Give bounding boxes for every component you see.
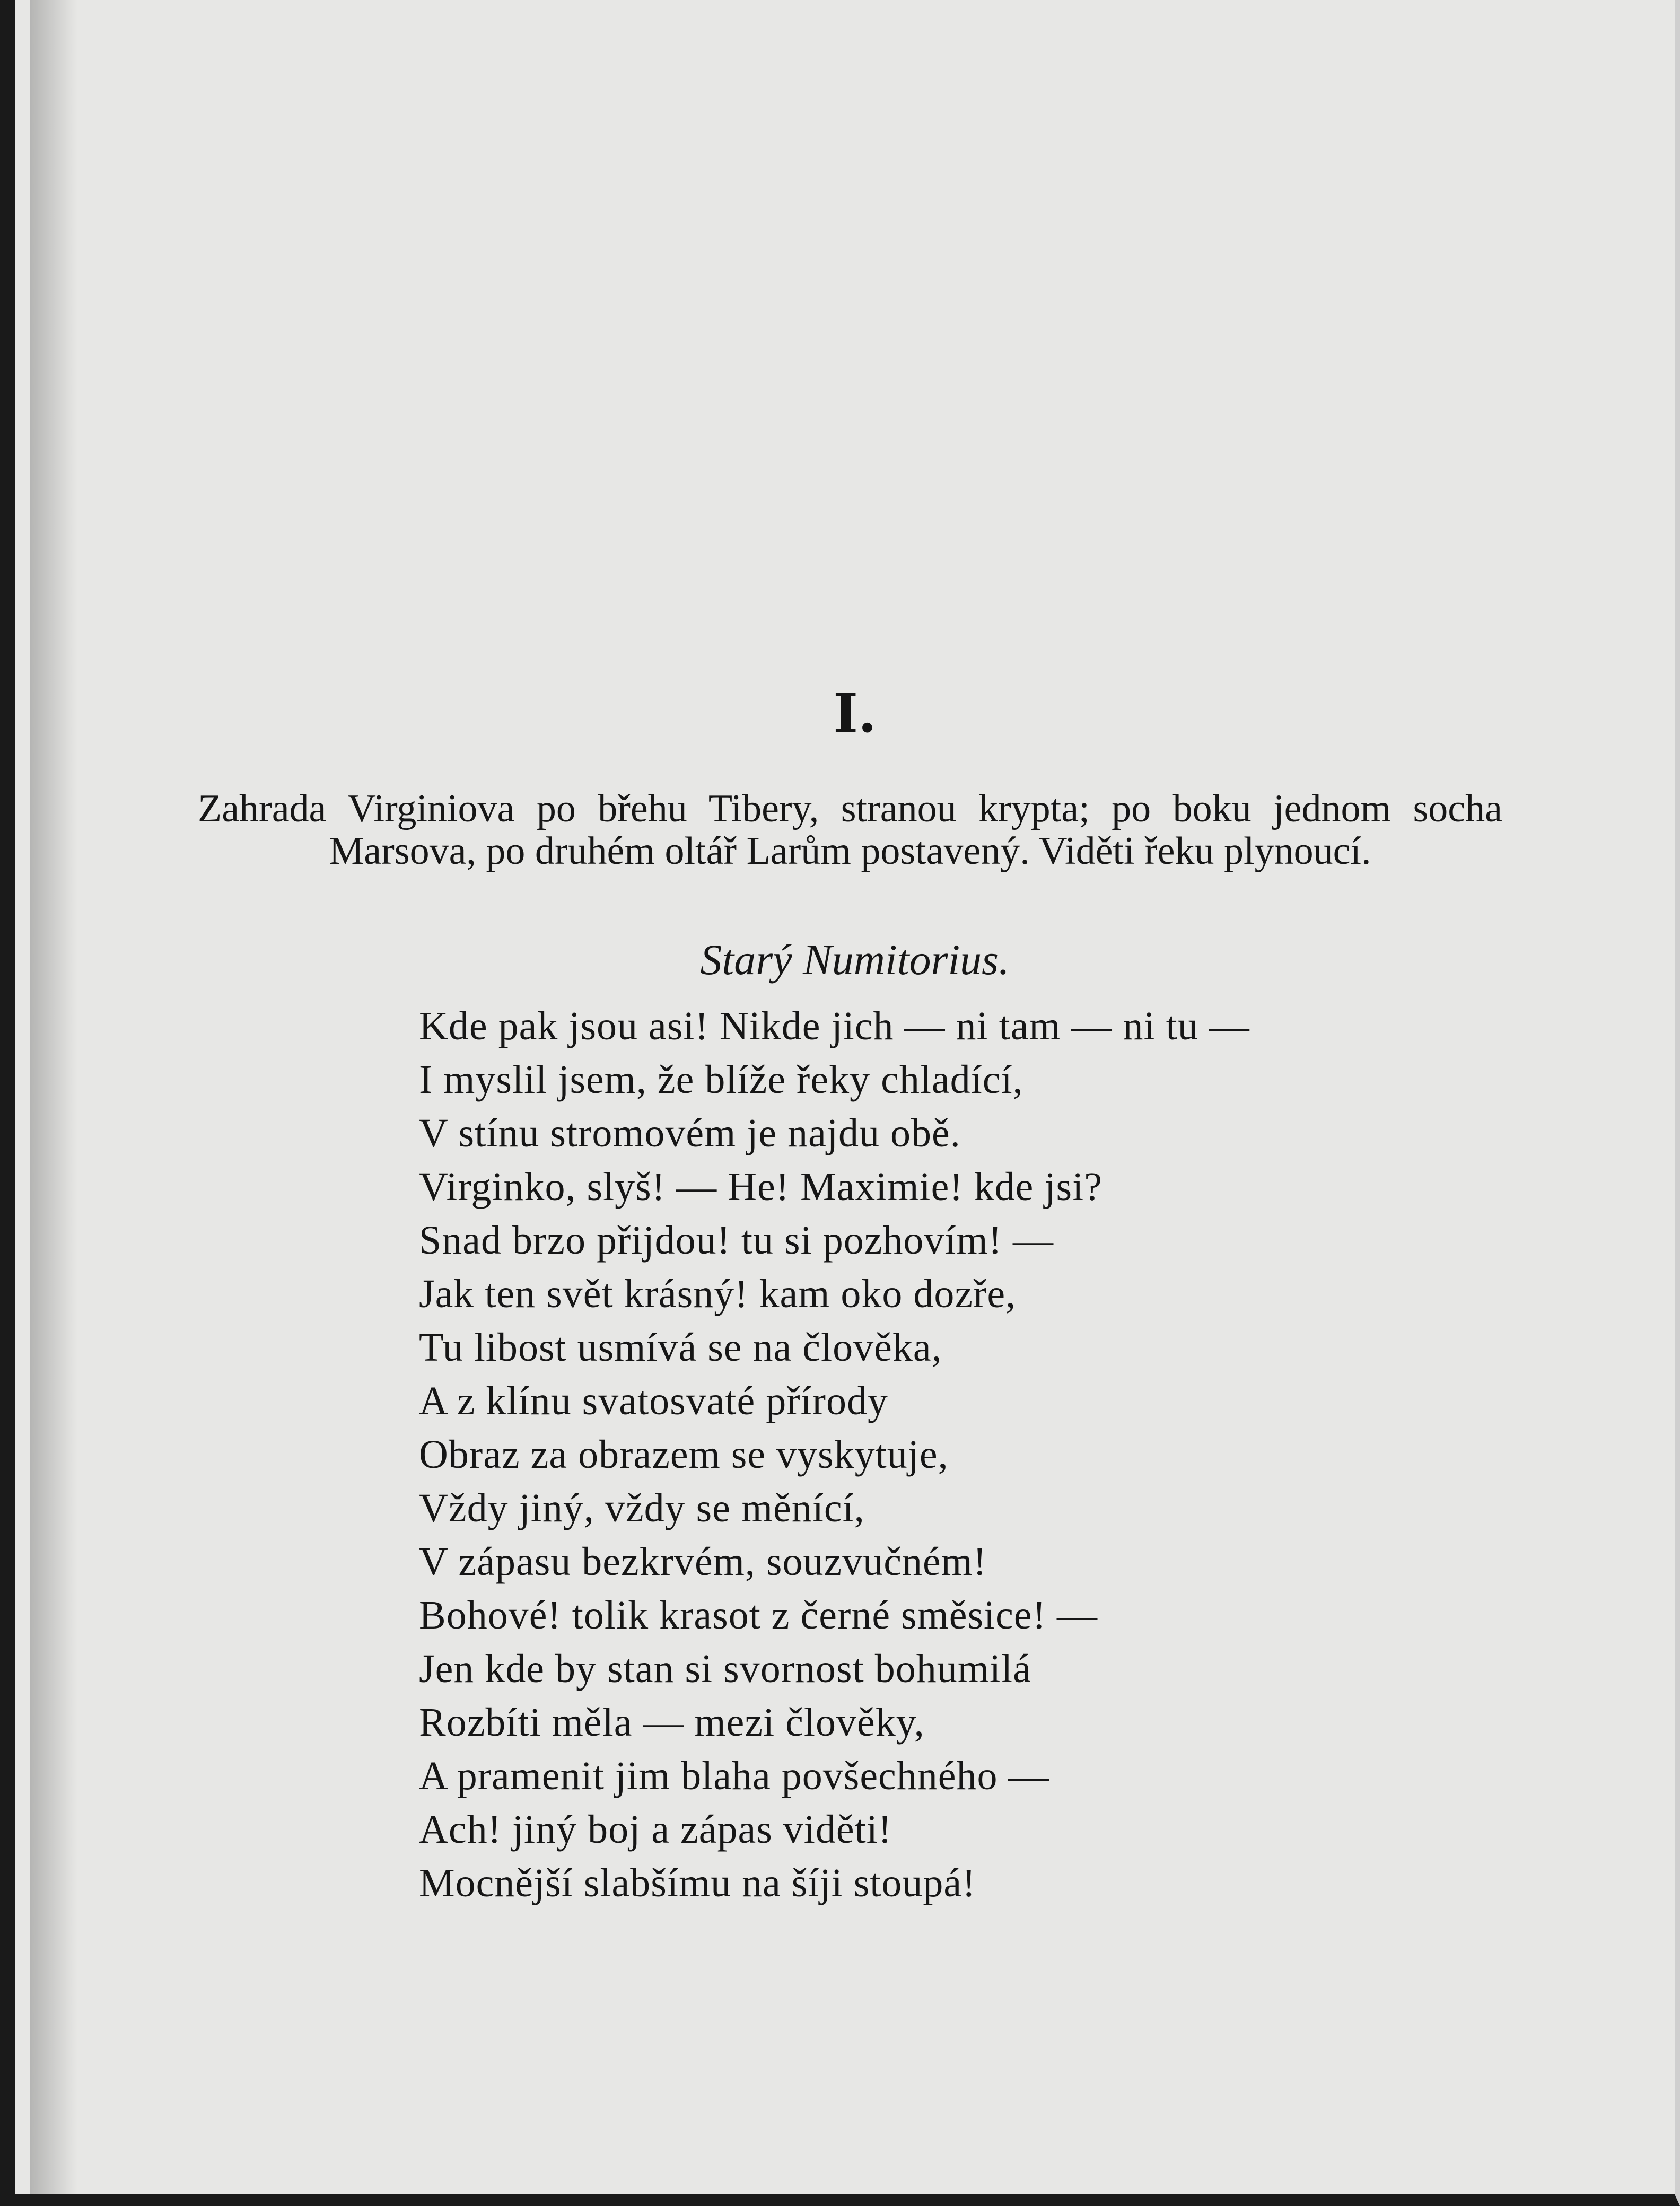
verse-line: Snad brzo přijdou! tu si pozhovím! — [419,1218,1054,1263]
verse-line: Virginko, slyš! — He! Maximie! kde jsi? [419,1165,1102,1209]
verse-line: Jen kde by stan si svornost bohumilá [419,1647,1031,1691]
verse-block [419,1000,1250,1910]
verse-line: Kde pak jsou asi! Nikde jich — ni tam — ni tu — [419,1004,1250,1048]
verse-line: I myslil jsem, že blíže řeky chladící, [419,1057,1023,1102]
gutter-shadow [30,0,77,2194]
verse-line: Ach! jiný boj a zápas viděti! [419,1807,892,1852]
verse-line: Tu libost usmívá se na člověka, [419,1325,942,1370]
verse-line: A z klínu svatosvaté přírody [419,1379,888,1423]
stage-direction: Zahrada Virginiova po břehu Tibery, stranou krypta; po boku jednom socha Marsova, po druhém oltář Larům postavený. Viděti řeku plynoucí. [198,787,1502,873]
speaker-name: Starý Numitorius. [700,935,1010,984]
verse-line: V stínu stromovém je najdu obě. [419,1111,961,1155]
verse-line: Bohové! tolik krasot z černé směsice! — [419,1593,1098,1638]
verse-line: Jak ten svět krásný! kam oko dozře, [419,1272,1017,1316]
verse-line: A pramenit jim blaha povšechného — [419,1754,1049,1798]
verse-line: V zápasu bezkrvém, souzvučném! [419,1539,987,1584]
verse-line: Obraz za obrazem se vyskytuje, [419,1432,949,1477]
verse-line: Mocnější slabšímu na šíji stoupá! [419,1861,976,1905]
verse-line: Vždy jiný, vždy se měnící, [419,1486,865,1530]
verse-line: Rozbíti měla — mezi člověky, [419,1700,925,1745]
act-number: I. [833,682,877,745]
